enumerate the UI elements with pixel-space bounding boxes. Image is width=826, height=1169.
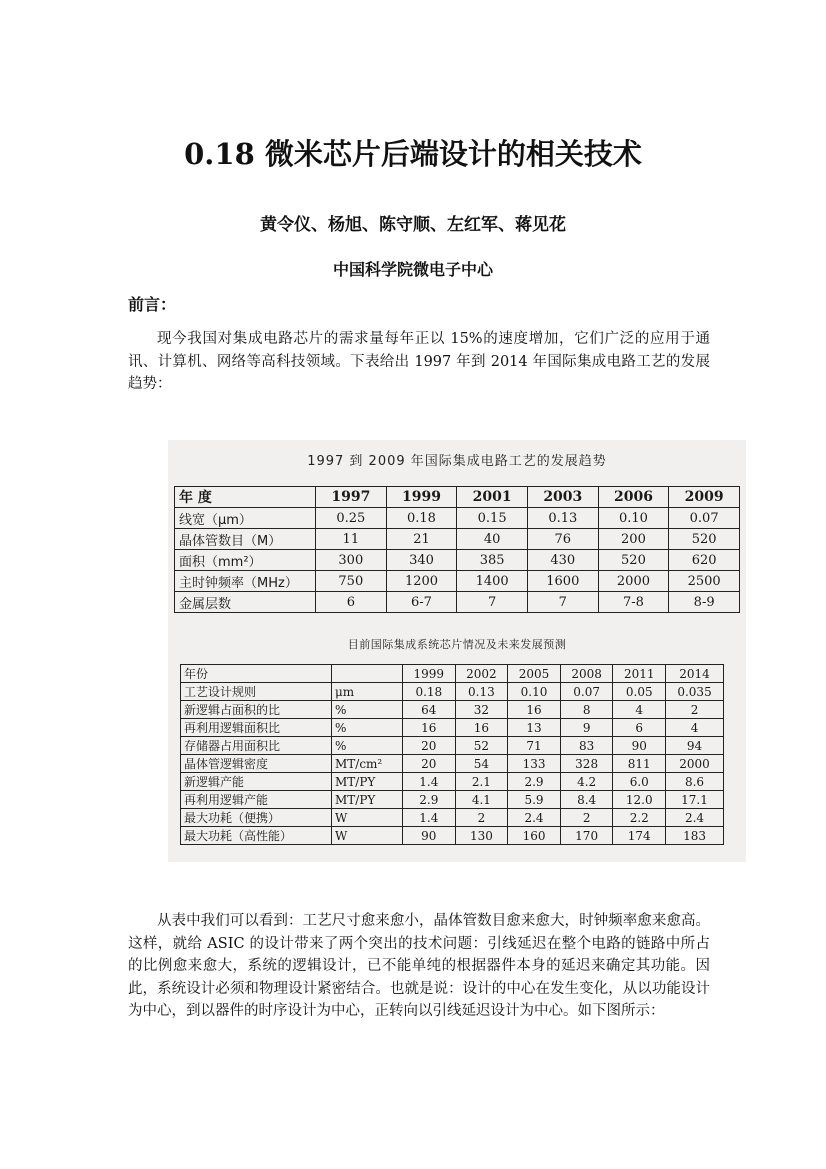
table-cell: 1200 [386,571,457,592]
table-cell: 2000 [666,755,724,773]
unit-cell: MT/PY [332,773,403,791]
table-cell: 0.07 [560,683,613,701]
table-row [181,755,724,773]
row-label-cell: 晶体管数目（M） [175,529,316,550]
table-cell: 1.4 [403,809,456,827]
table-cell: 200 [598,529,669,550]
table1-caption: 1997 到 2009 年国际集成电路工艺的发展趋势 [307,454,607,469]
table-cell: 2014 [666,665,724,683]
table-cell: 300 [316,550,387,571]
table-cell: 9 [560,719,613,737]
table-cell: 20 [403,755,456,773]
table-cell: 2 [455,809,508,827]
row-label-cell: 晶体管逻辑密度 [181,755,332,773]
table-cell: 1997 [316,487,387,508]
table-cell: 2005 [508,665,561,683]
author-list: 黄令仪、杨旭、陈守顺、左红军、蒋见花 [260,215,566,235]
table-cell: 0.18 [386,508,457,529]
table-row [181,773,724,791]
table-cell: 1999 [386,487,457,508]
table-cell: 2000 [598,571,669,592]
row-label-cell: 存储器占用面积比 [181,737,332,755]
table-cell: 6 [316,592,387,613]
intro-paragraph: 现今我国对集成电路芯片的需求量每年正以 15%的速度增加，它们广泛的应用于通讯、计算机、网络等高科技领域。下表给出 1997 年到 2014 年国际集成电路工艺的发展趋势： [128,331,710,392]
unit-cell: % [332,701,403,719]
table-header-row [175,487,740,508]
table-row [175,529,740,550]
table-cell: 174 [613,827,666,845]
table-cell: 8.6 [666,773,724,791]
table-cell: 2500 [669,571,740,592]
table-cell: 13 [508,719,561,737]
table-cell: 7 [527,592,598,613]
section-heading: 前言： [128,295,177,314]
table-cell: 94 [666,737,724,755]
table-cell: 1999 [403,665,456,683]
unit-cell: μm [332,683,403,701]
table-cell: 2006 [598,487,669,508]
table-cell: 40 [457,529,528,550]
table-cell: 2.1 [455,773,508,791]
row-label-cell: 线宽（μm） [175,508,316,529]
table-cell: 6-7 [386,592,457,613]
table-cell: 2003 [527,487,598,508]
table-cell: 0.10 [508,683,561,701]
table-cell: 0.10 [598,508,669,529]
table-cell: 430 [527,550,598,571]
table-cell: 0.13 [455,683,508,701]
table-cell: 8 [560,701,613,719]
table-cell: 5.9 [508,791,561,809]
row-label-cell: 再利用逻辑产能 [181,791,332,809]
row-label-cell: 工艺设计规则 [181,683,332,701]
row-label-cell: 最大功耗（高性能） [181,827,332,845]
table2-caption: 目前国际集成系统芯片情况及未来发展预测 [347,638,567,651]
table-cell: 2 [560,809,613,827]
table-cell: 21 [386,529,457,550]
table-cell: 620 [669,550,740,571]
table-cell: 16 [508,701,561,719]
table-cell: 6.0 [613,773,666,791]
table-cell: 54 [455,755,508,773]
table-cell: 71 [508,737,561,755]
table-cell: 1.4 [403,773,456,791]
table-cell: 0.25 [316,508,387,529]
table-cell: 811 [613,755,666,773]
table-row [181,791,724,809]
table-cell: 4.1 [455,791,508,809]
table-cell: 1400 [457,571,528,592]
table-cell: 1600 [527,571,598,592]
table-cell: 385 [457,550,528,571]
table-header-row [181,665,724,683]
table-cell: 160 [508,827,561,845]
table-cell: 340 [386,550,457,571]
table-cell: 90 [403,827,456,845]
table-row [175,508,740,529]
analysis-paragraph: 从表中我们可以看到：工艺尺寸愈来愈小，晶体管数目愈来愈大，时钟频率愈来愈高。这样，就给 ASIC 的设计带来了两个突出的技术问题：引线延迟在整个电路的链路中所占的比例愈来愈大，系统的逻辑设计，已不能单纯的根据器件本身的延迟来确定其功能。因此，系统设计必须和物理设计紧密结合。也就是说：设计的中心在发生变化，从以功能设计为中心，到以器件的时序设计为中心，正转向以引线延迟设计为中心。如下图所示： [128,913,710,1019]
table-cell: 7 [457,592,528,613]
unit-cell [332,665,403,683]
table-cell: 328 [560,755,613,773]
row-label-cell: 主时钟频率（MHz） [175,571,316,592]
table-cell: 6 [613,719,666,737]
table-cell: 83 [560,737,613,755]
table-cell: 520 [669,529,740,550]
scanned-tables-figure [168,440,746,862]
table-cell: 2001 [457,487,528,508]
table-cell: 133 [508,755,561,773]
table-cell: 20 [403,737,456,755]
unit-cell: % [332,737,403,755]
row-label-cell: 新逻辑产能 [181,773,332,791]
table-cell: 2.9 [403,791,456,809]
table-cell: 0.07 [669,508,740,529]
row-label-cell: 年 度 [175,487,316,508]
table-cell: 2008 [560,665,613,683]
table-cell: 0.035 [666,683,724,701]
table-cell: 17.1 [666,791,724,809]
table-cell: 2.4 [666,809,724,827]
table-row [181,809,724,827]
table-cell: 8.4 [560,791,613,809]
table-cell: 0.18 [403,683,456,701]
table-cell: 64 [403,701,456,719]
soc-forecast-table [180,664,724,845]
table-cell: 2 [666,701,724,719]
table-cell: 4 [613,701,666,719]
table-row [181,701,724,719]
unit-cell: W [332,809,403,827]
table-cell: 90 [613,737,666,755]
row-label-cell: 金属层数 [175,592,316,613]
table-row [181,827,724,845]
table-cell: 11 [316,529,387,550]
unit-cell: MT/cm² [332,755,403,773]
row-label-cell: 再利用逻辑面积比 [181,719,332,737]
table-cell: 2002 [455,665,508,683]
table-cell: 130 [455,827,508,845]
table-cell: 183 [666,827,724,845]
process-trend-table [174,486,740,613]
table-row [175,550,740,571]
table-row [181,683,724,701]
row-label-cell: 年份 [181,665,332,683]
table-row [175,592,740,613]
unit-cell: MT/PY [332,791,403,809]
table-cell: 2009 [669,487,740,508]
table-row [181,719,724,737]
row-label-cell: 新逻辑占面积的比 [181,701,332,719]
table-cell: 7-8 [598,592,669,613]
table-cell: 2.9 [508,773,561,791]
row-label-cell: 面积（mm²） [175,550,316,571]
table-cell: 32 [455,701,508,719]
unit-cell: % [332,719,403,737]
table-cell: 2011 [613,665,666,683]
table-row [181,737,724,755]
table-cell: 0.13 [527,508,598,529]
table-cell: 750 [316,571,387,592]
table-cell: 2.2 [613,809,666,827]
table-cell: 16 [455,719,508,737]
unit-cell: W [332,827,403,845]
table-cell: 0.05 [613,683,666,701]
table-cell: 0.15 [457,508,528,529]
table-cell: 16 [403,719,456,737]
table-cell: 2.4 [508,809,561,827]
page-title: 0.18 微米芯片后端设计的相关技术 [184,137,642,171]
table-cell: 8-9 [669,592,740,613]
table-cell: 170 [560,827,613,845]
table-cell: 76 [527,529,598,550]
table-row [175,571,740,592]
table-cell: 4 [666,719,724,737]
table-cell: 520 [598,550,669,571]
table-cell: 4.2 [560,773,613,791]
row-label-cell: 最大功耗（便携） [181,809,332,827]
affiliation: 中国科学院微电子中心 [332,260,493,279]
table-cell: 52 [455,737,508,755]
table-cell: 12.0 [613,791,666,809]
